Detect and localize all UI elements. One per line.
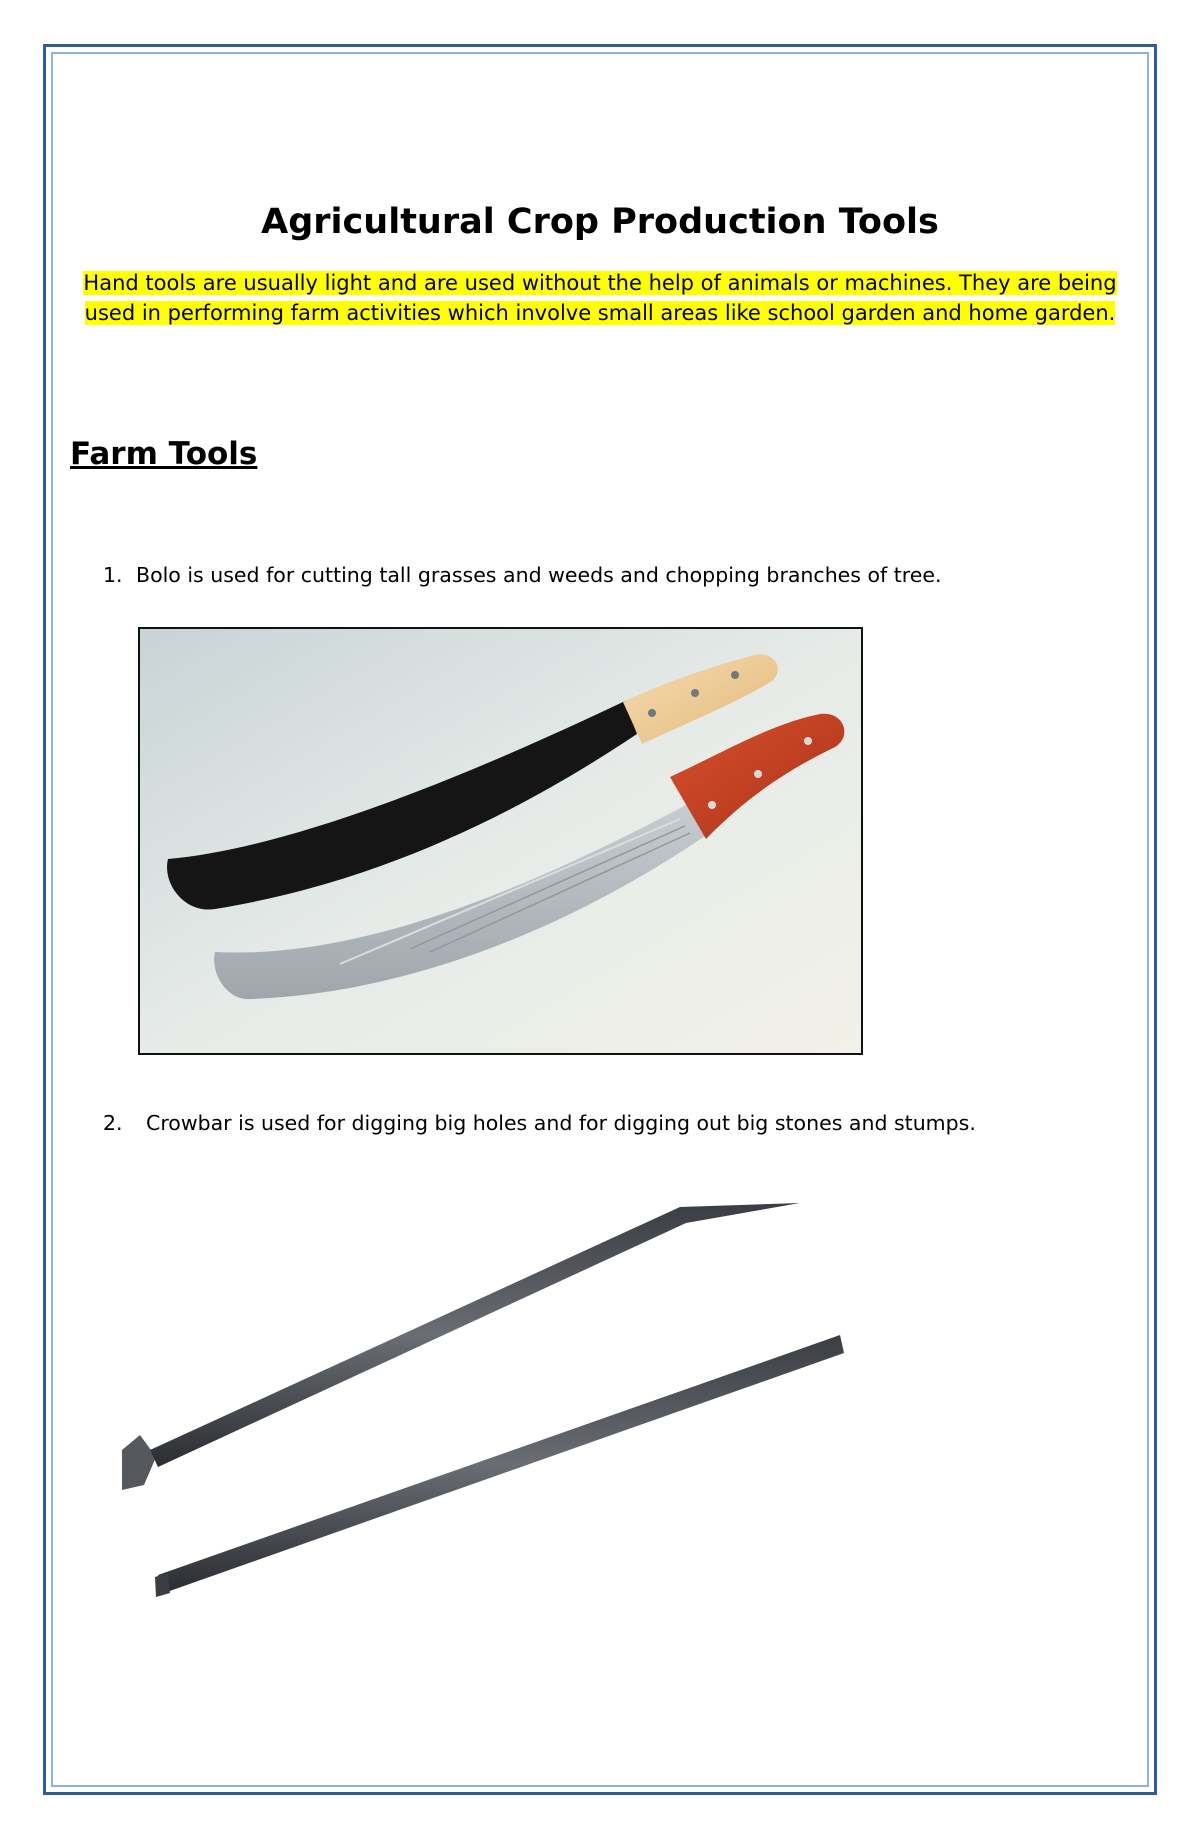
bolo-image [140,629,861,1053]
crowbar-photo [120,1195,860,1635]
section-heading-farm-tools: Farm Tools [70,436,258,472]
document-title: Agricultural Crop Production Tools [261,202,939,242]
list-item-number: 1. [103,563,123,587]
list-item-text: Bolo is used for cutting tall grasses and weeds and chopping branches of tree. [136,563,942,587]
intro-highlighted-text: Hand tools are usually light and are used without the help of animals or machines. They are being used in performing farm activities which involve small areas like school garden and home garden. [83,271,1117,325]
bolo-photo [138,627,863,1055]
list-item-bolo [103,563,942,587]
list-item-crowbar [103,1111,976,1135]
list-item-text: Crowbar is used for digging big holes and for digging out big stones and stumps. [146,1111,976,1135]
crowbar-image [120,1195,860,1635]
intro-paragraph [75,269,1125,328]
list-item-number: 2. [103,1111,123,1135]
